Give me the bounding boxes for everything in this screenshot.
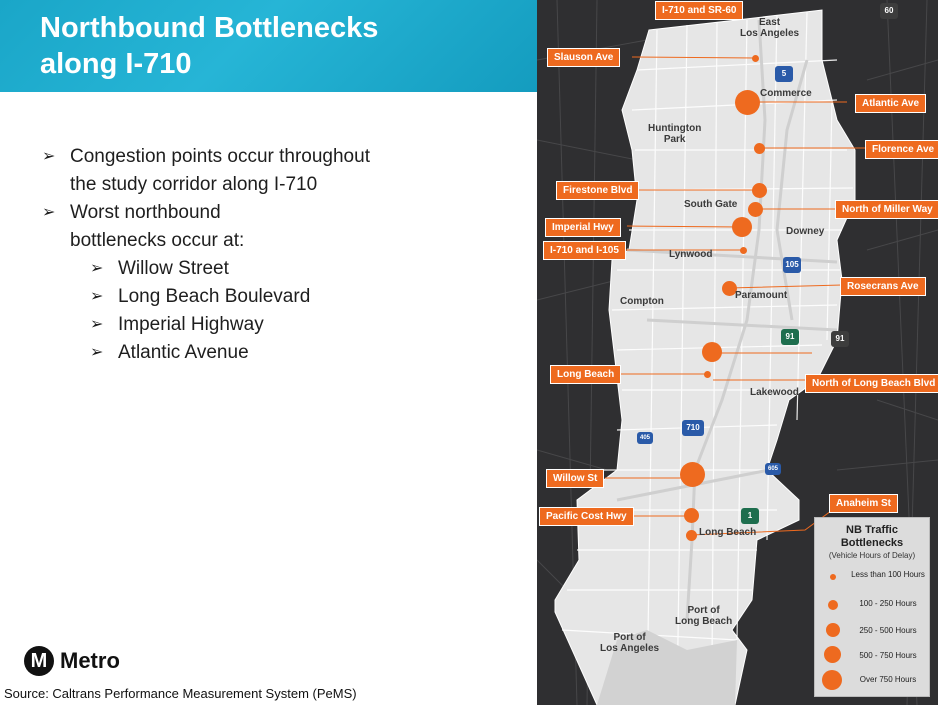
metro-logo-text: Metro: [60, 648, 120, 673]
legend-subtitle: (Vehicle Hours of Delay): [828, 551, 916, 560]
bottleneck-label-atlantic-ave: Atlantic Ave: [855, 94, 926, 113]
bottleneck-label-imperial-hwy: Imperial Hwy: [545, 218, 621, 237]
legend-dot-icon: [824, 646, 841, 663]
city-label-compton: Compton: [620, 296, 664, 307]
bottleneck-circle: [702, 342, 722, 362]
bottleneck-circle: [752, 183, 767, 198]
bullet-item: [42, 199, 522, 255]
city-label-line: East: [758, 17, 781, 28]
slide-title: [40, 10, 378, 82]
sub-bullet-text: Imperial Highway: [118, 314, 264, 335]
bottleneck-label-i710-i105: I-710 and I-105: [543, 241, 626, 260]
city-label-line: Los Angeles: [740, 28, 800, 39]
legend-dot-icon: [828, 600, 838, 610]
bottleneck-label-i710-sr60: I-710 and SR-60: [655, 1, 743, 20]
sub-bullet-text: Atlantic Avenue: [118, 342, 249, 363]
city-label-line: Long Beach: [675, 616, 733, 627]
legend-item: [821, 570, 925, 590]
metro-logo: [24, 646, 120, 676]
sub-bullet-item: [90, 311, 522, 339]
legend-title: [815, 524, 929, 550]
bullet-text: bottlenecks occur at:: [70, 230, 245, 251]
sr-91-shield-icon: 91: [831, 331, 849, 347]
bottleneck-circle: [704, 371, 711, 378]
arrow-bullet-icon: ➢: [42, 204, 56, 221]
bottleneck-circle: [754, 143, 765, 154]
city-label-long-beach: Long Beach: [699, 527, 757, 538]
bottleneck-circle: [684, 508, 699, 523]
bottleneck-label-north-of-miller-way: North of Miller Way: [835, 200, 938, 219]
city-label-port-of-long-beach: [675, 605, 732, 627]
arrow-bullet-icon: ➢: [90, 344, 104, 361]
legend-dot-icon: [826, 623, 840, 637]
legend-item-label: Over 750 Hours: [859, 675, 917, 684]
slide-title-line1: Northbound Bottlenecks: [40, 12, 379, 44]
sub-bullet-text: Long Beach Boulevard: [118, 286, 311, 307]
sr-91-shield-icon: 91: [781, 329, 799, 345]
city-label-lakewood: Lakewood: [750, 387, 799, 398]
sr-1-shield-icon: 1: [741, 508, 759, 524]
sub-bullet-item: [90, 255, 522, 283]
bottleneck-map: [537, 0, 938, 705]
bottleneck-label-north-of-long-beach-blvd: North of Long Beach Blvd: [805, 374, 938, 393]
legend-item: [821, 670, 925, 690]
bottleneck-label-florence-ave: Florence Ave: [865, 140, 938, 159]
city-label-south-gate: South Gate: [684, 199, 738, 210]
bullet-item: [42, 143, 522, 199]
slide-title-line2: along I-710: [40, 48, 192, 80]
legend-item-label: 100 - 250 Hours: [859, 599, 917, 608]
sub-bullet-item: [90, 339, 522, 367]
city-label-paramount: Paramount: [735, 290, 788, 301]
legend-title-line: NB Traffic: [846, 524, 898, 536]
bottleneck-circle: [735, 90, 760, 115]
city-label-line: Park: [663, 134, 686, 145]
city-label-port-of-los-angeles: [600, 632, 659, 654]
city-label-commerce: Commerce: [760, 88, 812, 99]
legend-dot-icon: [830, 574, 836, 580]
title-bar: [0, 0, 537, 92]
arrow-bullet-icon: ➢: [90, 288, 104, 305]
bottleneck-label-rosecrans-ave: Rosecrans Ave: [840, 277, 926, 296]
metro-logo-icon: M: [24, 646, 54, 676]
bottleneck-circle: [732, 217, 752, 237]
interstate-605-shield-icon: 605: [765, 463, 781, 475]
city-label-line: Huntington: [648, 123, 702, 134]
interstate-405-shield-icon: 405: [637, 432, 653, 444]
legend-item-label: 500 - 750 Hours: [859, 651, 917, 660]
city-label-huntington-park: [648, 123, 701, 145]
interstate-5-shield-icon: 5: [775, 66, 793, 82]
arrow-bullet-icon: ➢: [90, 316, 104, 333]
bottleneck-label-long-beach: Long Beach: [550, 365, 621, 384]
legend-title-line: Bottlenecks: [840, 537, 904, 549]
interstate-105-shield-icon: 105: [783, 257, 801, 273]
city-label-east-la: [740, 17, 799, 39]
bullet-text: Worst northbound: [70, 202, 221, 223]
source-note: Source: Caltrans Performance Measurement System (PeMS): [4, 686, 357, 701]
bullet-list: [42, 143, 522, 367]
legend-dot-icon: [822, 670, 842, 690]
legend-item-label: Less than 100 Hours: [851, 570, 925, 579]
map-legend: [814, 517, 930, 697]
bottleneck-label-slauson-ave: Slauson Ave: [547, 48, 620, 67]
sub-bullet-text: Willow Street: [118, 258, 229, 279]
legend-item: [821, 646, 925, 666]
bottleneck-circle: [748, 202, 763, 217]
bottleneck-label-pacific-cost-hwy: Pacific Cost Hwy: [539, 507, 634, 526]
bottleneck-circle: [686, 530, 697, 541]
bottleneck-circle: [740, 247, 747, 254]
city-label-downey: Downey: [786, 226, 825, 237]
bullet-text: the study corridor along I-710: [70, 174, 318, 195]
bottleneck-circle: [752, 55, 759, 62]
city-label-line: Port of: [687, 605, 720, 616]
bottleneck-label-firestone-blvd: Firestone Blvd: [556, 181, 639, 200]
bottleneck-label-anaheim-st: Anaheim St: [829, 494, 898, 513]
legend-item: [821, 623, 925, 643]
arrow-bullet-icon: ➢: [90, 260, 104, 277]
sub-bullet-item: [90, 283, 522, 311]
interstate-710-shield-icon: 710: [682, 420, 704, 436]
legend-item-label: 250 - 500 Hours: [859, 626, 917, 635]
bottleneck-label-willow-st: Willow St: [546, 469, 604, 488]
arrow-bullet-icon: ➢: [42, 148, 56, 165]
city-label-line: Los Angeles: [600, 643, 660, 654]
sr-60-shield-icon: 60: [880, 3, 898, 19]
city-label-lynwood: Lynwood: [669, 249, 713, 260]
city-label-line: Port of: [613, 632, 646, 643]
bullet-text: Congestion points occur throughout: [70, 146, 370, 167]
legend-item: [821, 599, 925, 619]
bottleneck-circle: [680, 462, 705, 487]
